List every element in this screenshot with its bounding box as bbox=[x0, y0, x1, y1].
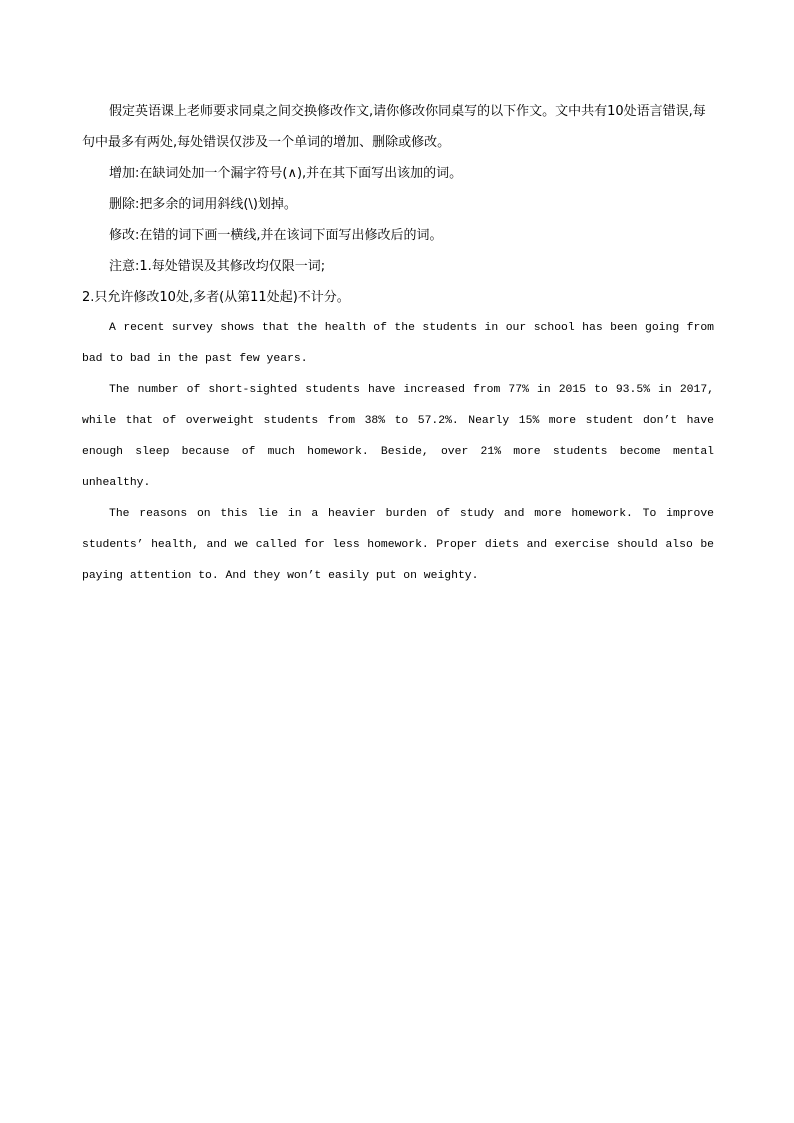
essay-body bbox=[82, 313, 714, 592]
instructions-modify-rule: 修改:在错的词下画一横线,并在该词下面写出修改后的词。 bbox=[109, 228, 443, 243]
instructions-add-rule: 增加:在缺词处加一个漏字符号(∧),并在其下面写出该加的词。 bbox=[109, 166, 463, 181]
essay-paragraph-2: The number of short-sighted students have increased from 77% in 2015 to 93.5% in 2017, while that of overweight students from 38% to 57.2%. Nearly 15% more student don’t have enough sleep because of much homework. Beside, over 21% more students become mental unhealthy. bbox=[82, 384, 714, 489]
instructions-delete-rule: 删除:把多余的词用斜线(\)划掉。 bbox=[109, 197, 297, 212]
instructions-intro: 假定英语课上老师要求同桌之间交换修改作文,请你修改你同桌写的以下作文。文中共有10处语言错误,每句中最多有两处,每处错误仅涉及一个单词的增加、删除或修改。 bbox=[82, 104, 706, 150]
document-page bbox=[82, 96, 714, 592]
essay-paragraph-3: The reasons on this lie in a heavier burden of study and more homework. To improve students’ health, and we called for less homework. Proper diets and exercise should also be paying attention to. And they won’t easily put on weighty. bbox=[82, 508, 714, 582]
instructions-note-2: 2.只允许修改10处,多者(从第11处起)不计分。 bbox=[82, 290, 350, 305]
instructions-note-1: 注意:1.每处错误及其修改均仅限一词; bbox=[109, 259, 326, 274]
essay-paragraph-1: A recent survey shows that the health of the students in our school has been going from bad to bad in the past few years. bbox=[82, 322, 714, 365]
